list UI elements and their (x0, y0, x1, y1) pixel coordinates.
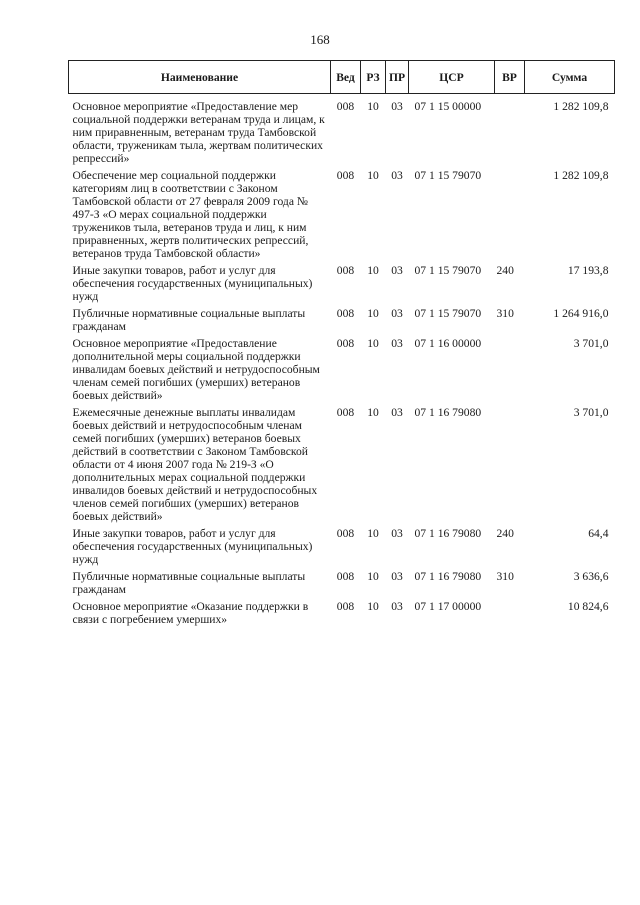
page-number: 168 (310, 32, 330, 47)
row-name: Иные закупки товаров, работ и услуг для обеспечения государственных (муниципальных) нужд (72, 527, 313, 566)
table-row (69, 94, 615, 170)
row-sum: 10 824,6 (567, 600, 609, 613)
header-csr: ЦСР (409, 61, 495, 94)
row-pr: 03 (391, 570, 403, 583)
row-vr (495, 600, 525, 630)
table-row (69, 406, 615, 527)
row-pr: 03 (391, 406, 403, 419)
row-name: Публичные нормативные социальные выплаты гражданам (72, 570, 306, 596)
row-rz: 10 (367, 307, 379, 320)
row-ved: 008 (336, 264, 355, 277)
row-rz: 10 (367, 600, 379, 613)
row-vr (495, 406, 525, 527)
row-name: Обеспечение мер социальной поддержки категориям лиц в соответствии с Законом Тамбовской области от 27 февраля 2009 года № 497-З «О мерах социальной поддержки тружеников тыла, ветеранов труда и лиц, к ним приравненных, жертв политических репрессий, ветеранов труда Тамбовской области» (72, 169, 309, 260)
row-vr: 310 (496, 307, 514, 320)
row-pr: 03 (391, 527, 403, 540)
table-row (69, 527, 615, 570)
row-sum: 1 282 109,8 (553, 100, 609, 113)
row-vr: 240 (496, 264, 514, 277)
row-vr (495, 169, 525, 264)
table-row (69, 169, 615, 264)
row-pr: 03 (391, 264, 403, 277)
row-ved: 008 (336, 570, 355, 583)
row-ved: 008 (336, 406, 355, 419)
row-sum: 3 701,0 (573, 337, 609, 350)
table-row (69, 307, 615, 337)
row-csr: 07 1 15 79070 (414, 169, 482, 182)
header-rz: РЗ (361, 61, 386, 94)
table-row (69, 600, 615, 630)
row-vr (495, 337, 525, 406)
row-sum: 3 636,6 (573, 570, 609, 583)
row-csr: 07 1 16 79080 (414, 527, 482, 540)
table-header (69, 61, 615, 94)
row-rz: 10 (367, 527, 379, 540)
row-csr: 07 1 15 79070 (414, 307, 482, 320)
row-ved: 008 (336, 600, 355, 613)
budget-table (68, 60, 615, 630)
header-sum: Сумма (525, 61, 615, 94)
row-ved: 008 (336, 307, 355, 320)
row-vr (495, 94, 525, 170)
table-row (69, 570, 615, 600)
row-pr: 03 (391, 307, 403, 320)
row-sum: 1 282 109,8 (553, 169, 609, 182)
row-pr: 03 (391, 337, 403, 350)
header-ved: Вед (331, 61, 361, 94)
row-vr: 310 (496, 570, 514, 583)
row-name: Ежемесячные денежные выплаты инвалидам боевых действий и нетрудоспособным членам семей погибших (умерших) ветеранов боевых действий в соответствии с Законом Тамбовской области от 4 июня 2007 года № 219-З «О дополнительных мерах социальной поддержки инвалидов боевых действий и нетрудоспособных членов семей погибших (умерших) ветеранов боевых действий» (72, 406, 318, 523)
row-csr: 07 1 17 00000 (414, 600, 482, 613)
row-csr: 07 1 15 00000 (414, 100, 482, 113)
row-pr: 03 (391, 169, 403, 182)
row-csr: 07 1 16 00000 (414, 337, 482, 350)
row-ved: 008 (336, 100, 355, 113)
row-rz: 10 (367, 100, 379, 113)
table-row (69, 264, 615, 307)
row-name: Основное мероприятие «Предоставление мер социальной поддержки ветеранам труда и лицам, к ним приравненным, ветеранам труда Тамбовской области, труженикам тыла, жертвам политических репрессий» (72, 100, 325, 165)
row-csr: 07 1 16 79080 (414, 406, 482, 419)
header-name: Наименование (69, 61, 331, 94)
row-name: Основное мероприятие «Предоставление дополнительной меры социальной поддержки инвалидам боевых действий и нетрудоспособным членам семей погибших (умерших) ветеранов боевых действий» (72, 337, 320, 402)
row-sum: 1 264 916,0 (553, 307, 609, 320)
table-row (69, 337, 615, 406)
row-pr: 03 (391, 600, 403, 613)
row-rz: 10 (367, 169, 379, 182)
row-ved: 008 (336, 337, 355, 350)
row-name: Иные закупки товаров, работ и услуг для обеспечения государственных (муниципальных) нужд (72, 264, 313, 303)
row-rz: 10 (367, 337, 379, 350)
header-pr: ПР (386, 61, 409, 94)
row-rz: 10 (367, 406, 379, 419)
row-pr: 03 (391, 100, 403, 113)
row-name: Публичные нормативные социальные выплаты гражданам (72, 307, 306, 333)
row-vr: 240 (496, 527, 514, 540)
row-sum: 17 193,8 (567, 264, 609, 277)
row-rz: 10 (367, 570, 379, 583)
table-body (69, 94, 615, 631)
row-csr: 07 1 15 79070 (414, 264, 482, 277)
header-vr: ВР (495, 61, 525, 94)
row-ved: 008 (336, 169, 355, 182)
row-name: Основное мероприятие «Оказание поддержки в связи с погребением умерших» (72, 600, 309, 626)
row-csr: 07 1 16 79080 (414, 570, 482, 583)
row-rz: 10 (367, 264, 379, 277)
row-sum: 64,4 (588, 527, 609, 540)
row-ved: 008 (336, 527, 355, 540)
row-sum: 3 701,0 (573, 406, 609, 419)
